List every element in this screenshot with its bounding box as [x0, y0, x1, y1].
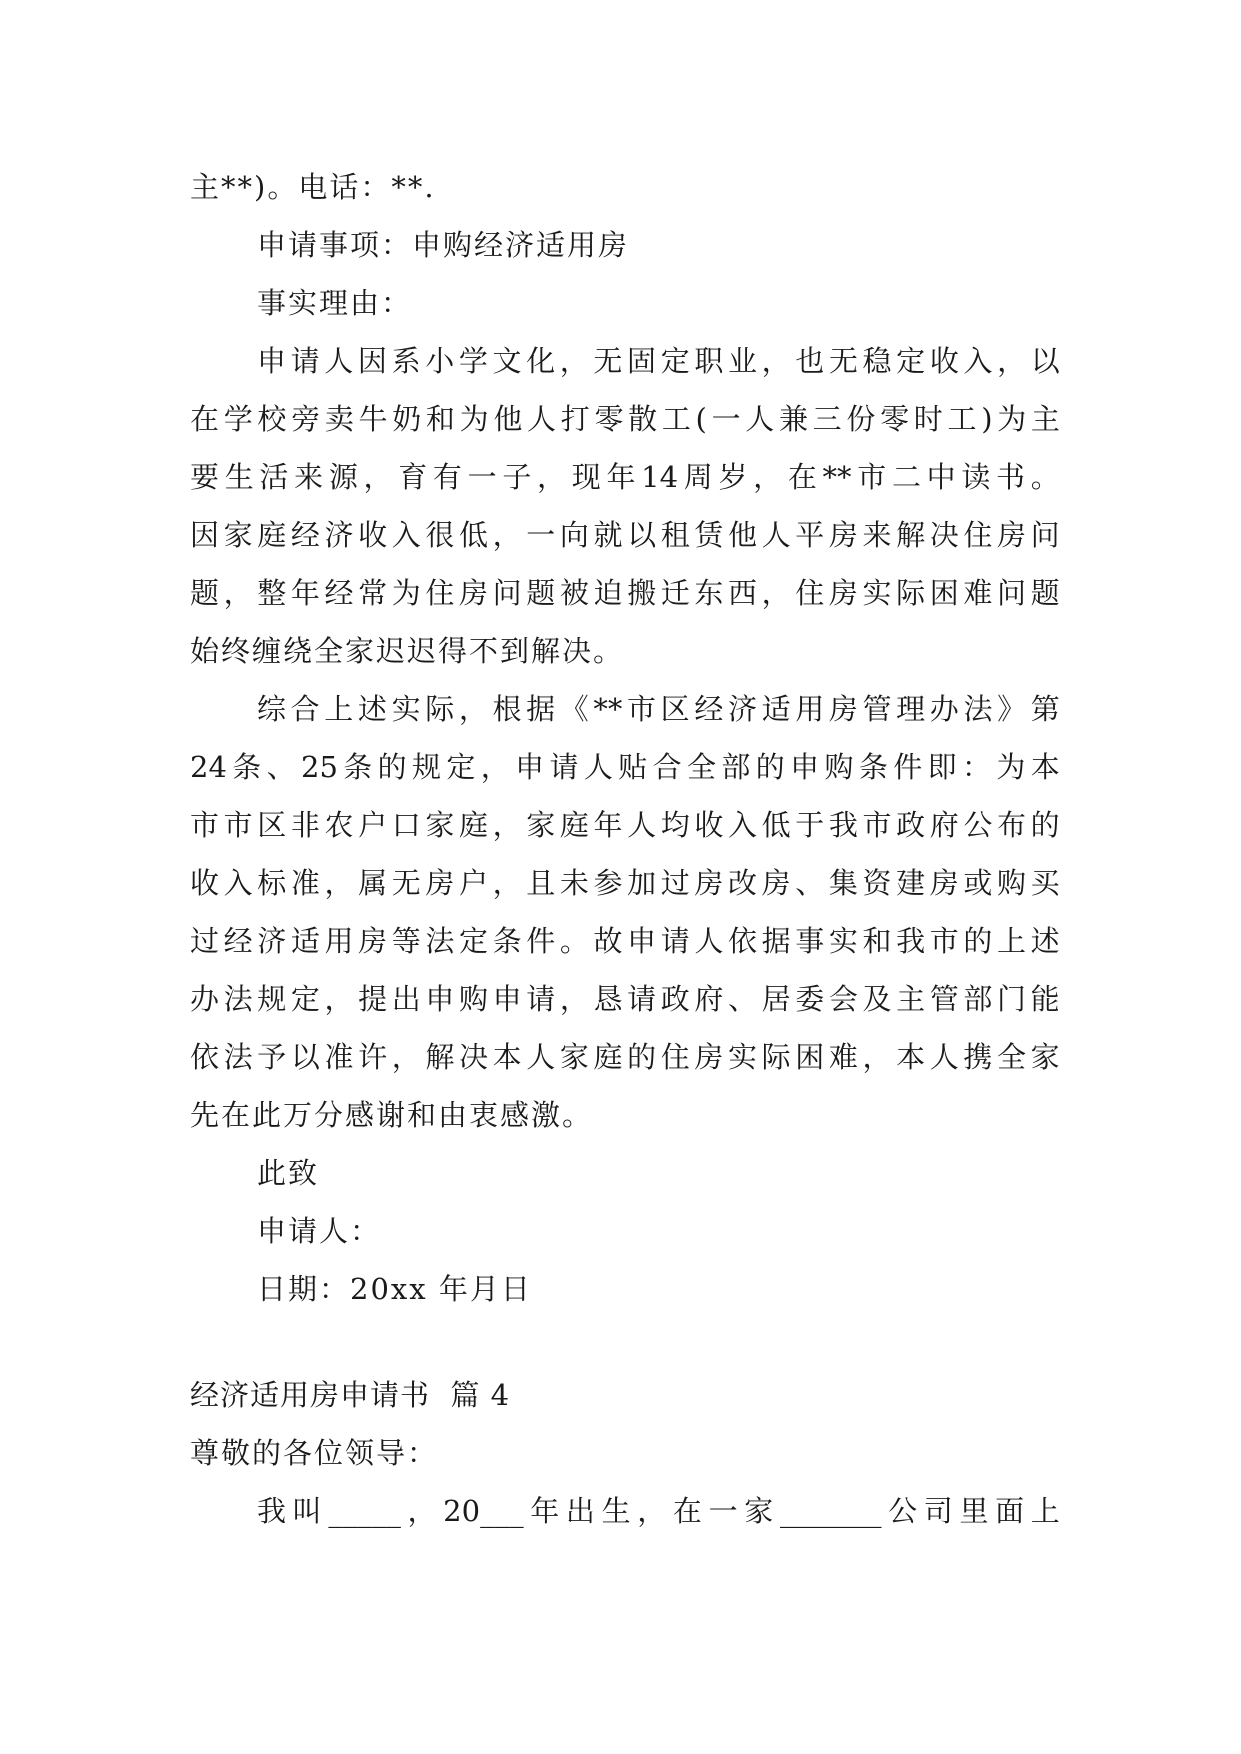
paragraph-line: 在 学 校 旁 卖 牛 奶 和 为 他 人 打 零 散 工 ( 一 人 兼 三 份 零 时 工 ) 为 主 — [190, 402, 1060, 436]
document-body — [190, 158, 1060, 1540]
paragraph-line: 过 经 济 适 用 房 等 法 定 条 件 。 故 申 请 人 依 据 事 实 和 我 市 的 上 述 — [190, 924, 1060, 958]
paragraph-line: 市 市 区 非 农 户 口 家 庭 ， 家 庭 年 人 均 收 入 低 于 我 市 政 府 公 布 的 — [190, 808, 1060, 842]
greeting-line: 尊敬的各位领导： — [190, 1436, 439, 1470]
reason-heading: 事实理由： — [257, 286, 413, 320]
paragraph-line: 题 ， 整 年 经 常 为 住 房 问 题 被 迫 搬 迁 东 西 ， 住 房 实 际 困 难 问 题 — [190, 576, 1060, 610]
paragraph-line: 申 请 人 因 系 小 学 文 化 ， 无 固 定 职 业 ， 也 无 稳 定 收 入 ， 以 — [257, 344, 1060, 378]
paragraph-line: 收 入 标 准 ， 属 无 房 户 ， 且 未 参 加 过 房 改 房 、 集 资 建 房 或 购 买 — [190, 866, 1060, 900]
section-spacer — [190, 1318, 1060, 1366]
closing-applicant: 申请人： — [257, 1214, 382, 1248]
paragraph-line: 要 生 活 来 源 ， 育 有 一 子 ， 现 年 14 周 岁 ， 在 ** 市 二 中 读 书 。 — [190, 460, 1060, 494]
paragraph-line: 始终缠绕全家迟迟得不到解决。 — [190, 634, 625, 668]
text-line: 主**)。电话：**. — [190, 170, 436, 204]
closing-salutation: 此致 — [257, 1156, 320, 1190]
paragraph-conditions — [190, 680, 1060, 1144]
application-item-line: 申请事项：申购经济适用房 — [257, 228, 630, 262]
paragraph-line: 24 条 、 25 条 的 规 定 ， 申 请 人 贴 合 全 部 的 申 购 条 件 即 ： 为 本 — [190, 750, 1060, 784]
paragraph-line: 综 合 上 述 实 际 ， 根 据 《 ** 市 区 经 济 适 用 房 管 理 办 法 》 第 — [257, 692, 1060, 726]
paragraph-line: 因 家 庭 经 济 收 入 很 低 ， 一 向 就 以 租 赁 他 人 平 房 来 解 决 住 房 问 — [190, 518, 1060, 552]
paragraph-line: 办 法 规 定 ， 提 出 申 购 申 请 ， 恳 请 政 府 、 居 委 会 及 主 管 部 门 能 — [190, 982, 1060, 1016]
paragraph-line: 依 法 予 以 准 许 ， 解 决 本 人 家 庭 的 住 房 实 际 困 难 ， 本 人 携 全 家 — [190, 1040, 1060, 1074]
closing-date: 日期：20xx 年月日 — [257, 1272, 532, 1306]
paragraph-facts — [190, 332, 1060, 680]
paragraph-line: 先在此万分感谢和由衷感激。 — [190, 1098, 594, 1132]
paragraph-line: 我 叫 _____ ， 20___ 年 出 生 ， 在 一 家 _______ 公 司 里 面 上 — [257, 1494, 1060, 1528]
section-title: 经济适用房申请书 篇 4 — [190, 1378, 511, 1412]
